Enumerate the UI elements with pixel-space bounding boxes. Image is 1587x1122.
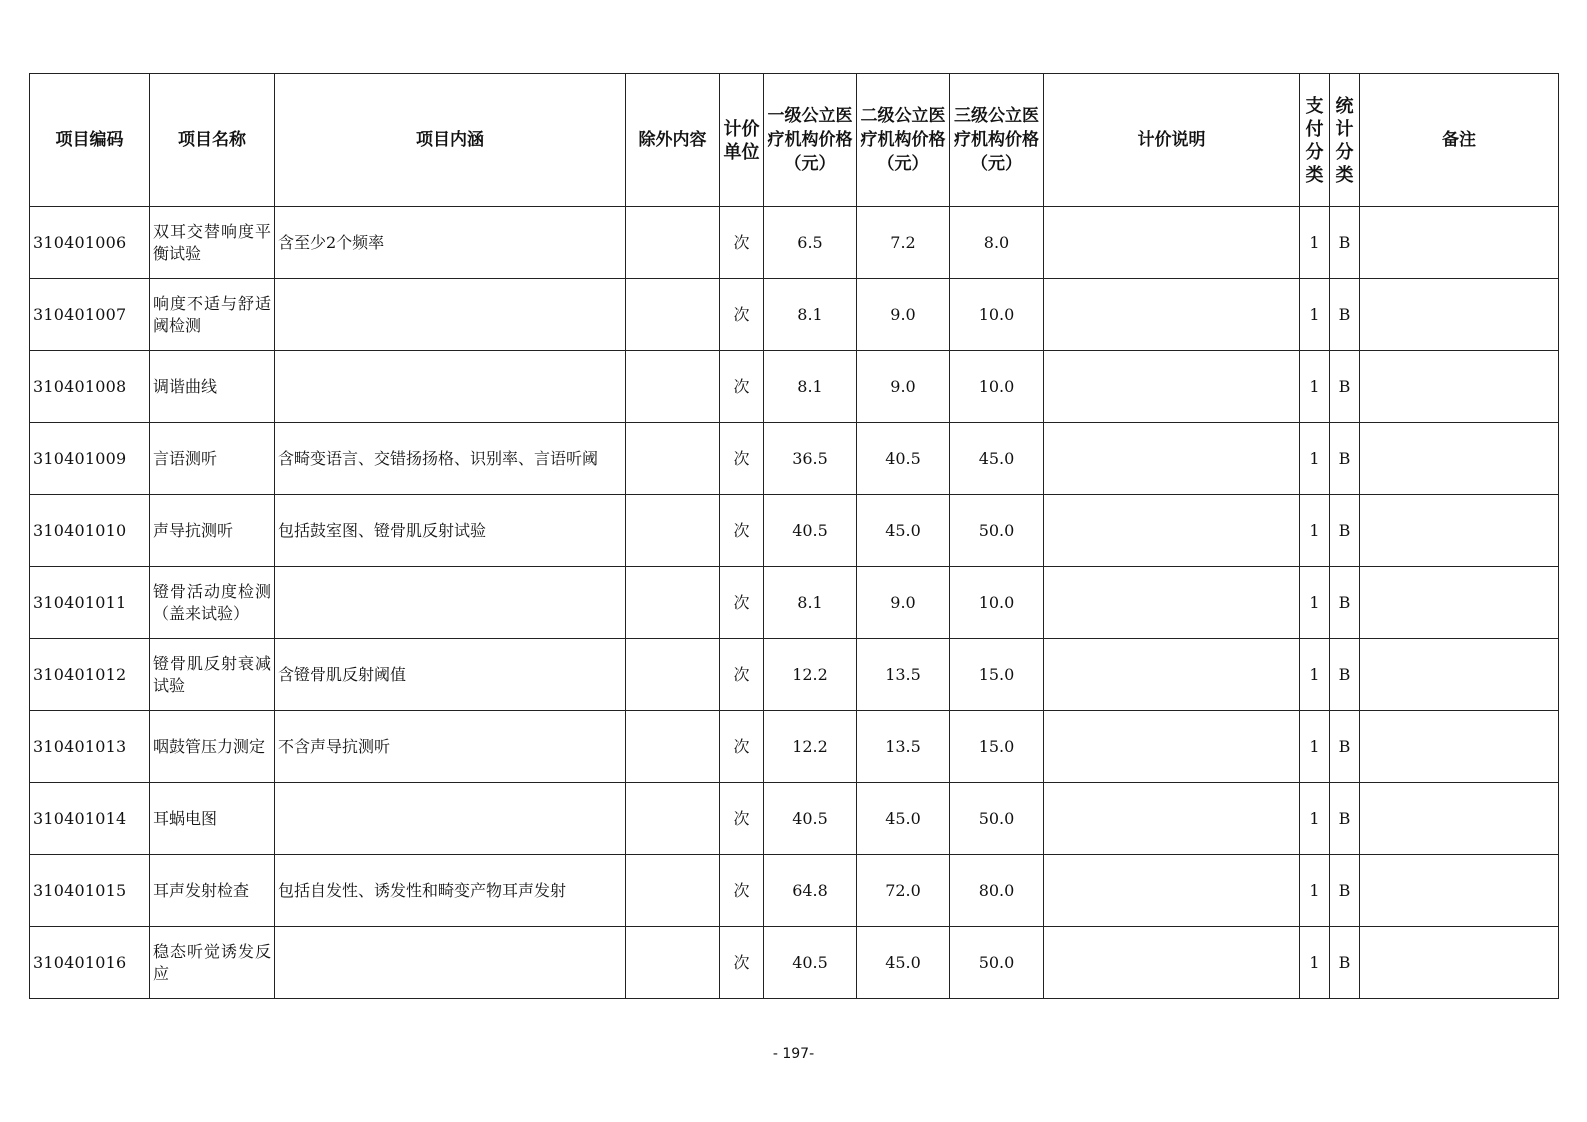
cell-remark — [1360, 207, 1559, 279]
cell-stat-class: B — [1330, 711, 1360, 783]
cell-unit: 次 — [720, 495, 764, 567]
cell-content — [275, 279, 626, 351]
cell-pay-class: 1 — [1300, 207, 1330, 279]
cell-name: 耳声发射检查 — [150, 855, 275, 927]
cell-stat-class: B — [1330, 423, 1360, 495]
cell-price-level1: 40.5 — [764, 495, 857, 567]
cell-price-level2: 45.0 — [857, 495, 950, 567]
cell-stat-class: B — [1330, 279, 1360, 351]
table-row — [30, 207, 1559, 279]
cell-content — [275, 351, 626, 423]
cell-price-level3: 50.0 — [950, 783, 1044, 855]
cell-excluded — [626, 351, 720, 423]
cell-content: 不含声导抗测听 — [275, 711, 626, 783]
table-row — [30, 855, 1559, 927]
cell-name: 调谐曲线 — [150, 351, 275, 423]
cell-excluded — [626, 495, 720, 567]
cell-excluded — [626, 927, 720, 999]
cell-name: 双耳交替响度平衡试验 — [150, 207, 275, 279]
cell-content — [275, 927, 626, 999]
table-row — [30, 351, 1559, 423]
cell-name: 言语测听 — [150, 423, 275, 495]
cell-remark — [1360, 927, 1559, 999]
cell-remark — [1360, 639, 1559, 711]
cell-name: 镫骨肌反射衰减试验 — [150, 639, 275, 711]
cell-price-level3: 80.0 — [950, 855, 1044, 927]
table-row — [30, 495, 1559, 567]
cell-price-level3: 45.0 — [950, 423, 1044, 495]
cell-pay-class: 1 — [1300, 927, 1330, 999]
cell-code: 310401011 — [30, 567, 150, 639]
cell-unit: 次 — [720, 423, 764, 495]
cell-code: 310401013 — [30, 711, 150, 783]
header-price-level3: 三级公立医疗机构价格（元） — [950, 74, 1044, 207]
cell-price-level3: 10.0 — [950, 279, 1044, 351]
cell-price-level1: 36.5 — [764, 423, 857, 495]
table-row — [30, 711, 1559, 783]
cell-stat-class: B — [1330, 495, 1360, 567]
table-row — [30, 783, 1559, 855]
cell-code: 310401012 — [30, 639, 150, 711]
cell-code: 310401015 — [30, 855, 150, 927]
cell-pay-class: 1 — [1300, 423, 1330, 495]
cell-unit: 次 — [720, 567, 764, 639]
header-price-level2: 二级公立医疗机构价格（元） — [857, 74, 950, 207]
cell-remark — [1360, 711, 1559, 783]
cell-price-level2: 72.0 — [857, 855, 950, 927]
cell-code: 310401006 — [30, 207, 150, 279]
cell-price-level1: 40.5 — [764, 783, 857, 855]
table-row — [30, 279, 1559, 351]
cell-pay-class: 1 — [1300, 351, 1330, 423]
cell-price-level1: 6.5 — [764, 207, 857, 279]
cell-code: 310401016 — [30, 927, 150, 999]
cell-remark — [1360, 855, 1559, 927]
cell-excluded — [626, 423, 720, 495]
cell-pricing-note — [1044, 207, 1300, 279]
cell-content: 含至少2个频率 — [275, 207, 626, 279]
price-table — [29, 73, 1559, 999]
cell-price-level1: 12.2 — [764, 711, 857, 783]
cell-unit: 次 — [720, 855, 764, 927]
cell-price-level1: 8.1 — [764, 351, 857, 423]
cell-price-level3: 10.0 — [950, 351, 1044, 423]
cell-price-level1: 12.2 — [764, 639, 857, 711]
table-body — [30, 207, 1559, 999]
header-content: 项目内涵 — [275, 74, 626, 207]
cell-excluded — [626, 711, 720, 783]
header-pricing-note: 计价说明 — [1044, 74, 1300, 207]
cell-remark — [1360, 567, 1559, 639]
cell-price-level3: 10.0 — [950, 567, 1044, 639]
cell-pay-class: 1 — [1300, 855, 1330, 927]
cell-pricing-note — [1044, 423, 1300, 495]
cell-price-level3: 15.0 — [950, 711, 1044, 783]
cell-pay-class: 1 — [1300, 495, 1330, 567]
cell-unit: 次 — [720, 927, 764, 999]
header-name: 项目名称 — [150, 74, 275, 207]
cell-remark — [1360, 351, 1559, 423]
cell-remark — [1360, 783, 1559, 855]
cell-price-level3: 8.0 — [950, 207, 1044, 279]
cell-code: 310401007 — [30, 279, 150, 351]
header-excluded: 除外内容 — [626, 74, 720, 207]
cell-pricing-note — [1044, 495, 1300, 567]
cell-content — [275, 567, 626, 639]
cell-unit: 次 — [720, 279, 764, 351]
cell-price-level2: 45.0 — [857, 783, 950, 855]
cell-excluded — [626, 639, 720, 711]
cell-code: 310401008 — [30, 351, 150, 423]
cell-stat-class: B — [1330, 783, 1360, 855]
cell-name: 声导抗测听 — [150, 495, 275, 567]
cell-pricing-note — [1044, 783, 1300, 855]
header-unit: 计价单位 — [720, 74, 764, 207]
table-row — [30, 423, 1559, 495]
header-remark: 备注 — [1360, 74, 1559, 207]
cell-pricing-note — [1044, 639, 1300, 711]
cell-price-level1: 40.5 — [764, 927, 857, 999]
cell-price-level3: 50.0 — [950, 927, 1044, 999]
cell-stat-class: B — [1330, 351, 1360, 423]
cell-price-level2: 9.0 — [857, 567, 950, 639]
cell-price-level3: 50.0 — [950, 495, 1044, 567]
cell-unit: 次 — [720, 351, 764, 423]
cell-code: 310401009 — [30, 423, 150, 495]
cell-name: 响度不适与舒适阈检测 — [150, 279, 275, 351]
page-number: - 197- — [772, 1046, 815, 1062]
table-row — [30, 567, 1559, 639]
cell-pricing-note — [1044, 855, 1300, 927]
cell-stat-class: B — [1330, 855, 1360, 927]
cell-remark — [1360, 423, 1559, 495]
cell-price-level1: 8.1 — [764, 567, 857, 639]
cell-excluded — [626, 783, 720, 855]
cell-pay-class: 1 — [1300, 279, 1330, 351]
header-pay-class: 支付分类 — [1300, 74, 1330, 207]
cell-pricing-note — [1044, 567, 1300, 639]
cell-price-level2: 13.5 — [857, 711, 950, 783]
cell-pricing-note — [1044, 279, 1300, 351]
cell-stat-class: B — [1330, 927, 1360, 999]
cell-price-level2: 13.5 — [857, 639, 950, 711]
cell-stat-class: B — [1330, 207, 1360, 279]
cell-excluded — [626, 279, 720, 351]
cell-price-level2: 7.2 — [857, 207, 950, 279]
cell-price-level1: 8.1 — [764, 279, 857, 351]
cell-name: 咽鼓管压力测定 — [150, 711, 275, 783]
cell-pay-class: 1 — [1300, 567, 1330, 639]
cell-pay-class: 1 — [1300, 639, 1330, 711]
cell-remark — [1360, 279, 1559, 351]
cell-price-level2: 40.5 — [857, 423, 950, 495]
cell-pricing-note — [1044, 711, 1300, 783]
header-code: 项目编码 — [30, 74, 150, 207]
cell-stat-class: B — [1330, 639, 1360, 711]
cell-remark — [1360, 495, 1559, 567]
cell-name: 镫骨活动度检测（盖来试验） — [150, 567, 275, 639]
cell-pricing-note — [1044, 927, 1300, 999]
cell-price-level1: 64.8 — [764, 855, 857, 927]
cell-pay-class: 1 — [1300, 711, 1330, 783]
cell-pay-class: 1 — [1300, 783, 1330, 855]
header-stat-class: 统计分类 — [1330, 74, 1360, 207]
cell-unit: 次 — [720, 207, 764, 279]
cell-code: 310401014 — [30, 783, 150, 855]
cell-excluded — [626, 207, 720, 279]
cell-name: 耳蜗电图 — [150, 783, 275, 855]
cell-pricing-note — [1044, 351, 1300, 423]
table-row — [30, 639, 1559, 711]
cell-unit: 次 — [720, 639, 764, 711]
cell-excluded — [626, 567, 720, 639]
cell-excluded — [626, 855, 720, 927]
cell-content: 含畸变语言、交错扬扬格、识别率、言语听阈 — [275, 423, 626, 495]
cell-stat-class: B — [1330, 567, 1360, 639]
cell-price-level2: 9.0 — [857, 351, 950, 423]
cell-content: 含镫骨肌反射阈值 — [275, 639, 626, 711]
cell-price-level2: 9.0 — [857, 279, 950, 351]
cell-code: 310401010 — [30, 495, 150, 567]
cell-name: 稳态听觉诱发反应 — [150, 927, 275, 999]
cell-unit: 次 — [720, 711, 764, 783]
cell-unit: 次 — [720, 783, 764, 855]
cell-content: 包括鼓室图、镫骨肌反射试验 — [275, 495, 626, 567]
cell-price-level3: 15.0 — [950, 639, 1044, 711]
header-price-level1: 一级公立医疗机构价格（元） — [764, 74, 857, 207]
cell-content — [275, 783, 626, 855]
table-header — [30, 74, 1559, 207]
cell-content: 包括自发性、诱发性和畸变产物耳声发射 — [275, 855, 626, 927]
table-row — [30, 927, 1559, 999]
cell-price-level2: 45.0 — [857, 927, 950, 999]
